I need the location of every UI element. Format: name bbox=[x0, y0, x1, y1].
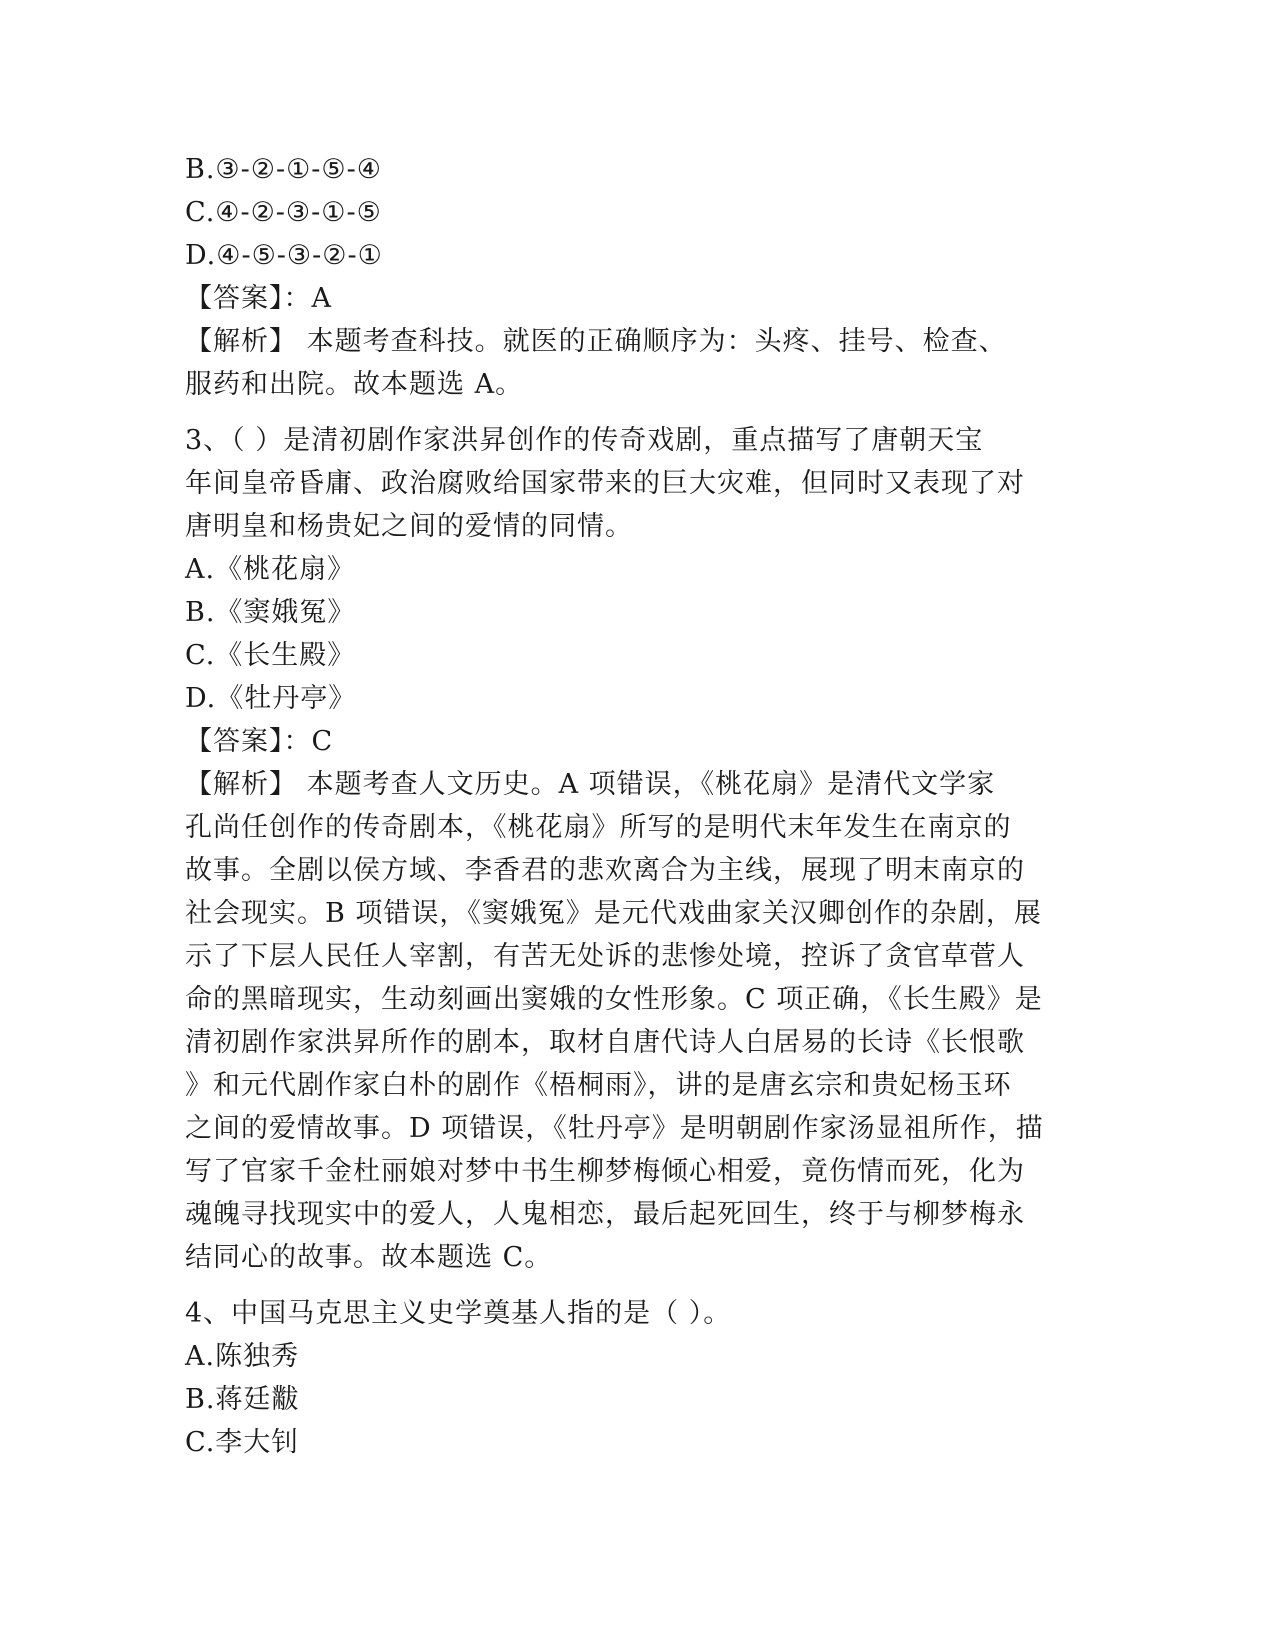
question-2-options bbox=[185, 148, 1085, 277]
analysis-line: 社会现实。B 项错误，《窦娥冤》是元代戏曲家关汉卿创作的杂剧，展 bbox=[185, 898, 1042, 929]
analysis-line: 魂魄寻找现实中的爱人，人鬼相恋，最后起死回生，终于与柳梦梅永 bbox=[185, 1199, 1025, 1230]
option-b: B.蒋廷黻 bbox=[185, 1384, 300, 1415]
option-b: B.③-②-①-⑤-④ bbox=[185, 154, 382, 185]
option-b: B.《窦娥冤》 bbox=[185, 597, 356, 628]
analysis-line: 结同心的故事。故本题选 C。 bbox=[185, 1242, 553, 1273]
question-4-options bbox=[185, 1335, 1085, 1464]
question-2-analysis bbox=[185, 320, 1085, 406]
analysis-line: 服药和出院。故本题选 A。 bbox=[185, 369, 524, 400]
question-2-answer: 【答案】：A bbox=[185, 283, 332, 314]
analysis-line: 故事。全剧以侯方域、李香君的悲欢离合为主线，展现了明末南京的 bbox=[185, 855, 1025, 886]
stem-line: 唐明皇和杨贵妃之间的爱情的同情。 bbox=[185, 511, 633, 542]
option-d: D.《牡丹亭》 bbox=[185, 683, 357, 714]
analysis-line: 写了官家千金杜丽娘对梦中书生柳梦梅倾心相爱，竟伤情而死，化为 bbox=[185, 1156, 1025, 1187]
option-c: C.李大钊 bbox=[185, 1427, 300, 1458]
option-a: A.《桃花扇》 bbox=[185, 554, 356, 585]
option-a: A.陈独秀 bbox=[185, 1341, 300, 1372]
stem-line: 年间皇帝昏庸、政治腐败给国家带来的巨大灾难，但同时又表现了对 bbox=[185, 468, 1025, 499]
stem-line: 3、（ ）是清初剧作家洪昇创作的传奇戏剧，重点描写了唐朝天宝 bbox=[185, 425, 984, 456]
question-3-options bbox=[185, 548, 1085, 720]
analysis-line: 孔尚任创作的传奇剧本，《桃花扇》所写的是明代末年发生在南京的 bbox=[185, 812, 1012, 843]
question-3-answer: 【答案】：C bbox=[185, 726, 334, 757]
option-d: D.④-⑤-③-②-① bbox=[185, 240, 383, 271]
analysis-line: 命的黑暗现实，生动刻画出窦娥的女性形象。C 项正确，《长生殿》是 bbox=[185, 984, 1043, 1015]
exam-page bbox=[185, 148, 1085, 1464]
analysis-line: 示了下层人民任人宰割，有苦无处诉的悲惨处境，控诉了贪官草菅人 bbox=[185, 941, 1025, 972]
analysis-line: 之间的爱情故事。D 项错误，《牡丹亭》是明朝剧作家汤显祖所作，描 bbox=[185, 1113, 1044, 1144]
question-4-stem: 4、中国马克思主义史学奠基人指的是（ ）。 bbox=[185, 1298, 732, 1329]
question-3-analysis bbox=[185, 763, 1085, 1279]
question-3-stem bbox=[185, 419, 1085, 548]
analysis-line: 》和元代剧作家白朴的剧作《梧桐雨》，讲的是唐玄宗和贵妃杨玉环 bbox=[185, 1070, 1012, 1101]
analysis-line: 【解析】 本题考查人文历史。A 项错误，《桃花扇》是清代文学家 bbox=[185, 769, 996, 800]
analysis-line: 清初剧作家洪昇所作的剧本，取材自唐代诗人白居易的长诗《长恨歌 bbox=[185, 1027, 1025, 1058]
option-c: C.④-②-③-①-⑤ bbox=[185, 197, 382, 228]
analysis-line: 【解析】 本题考查科技。就医的正确顺序为：头疼、挂号、检查、 bbox=[185, 326, 1007, 357]
option-c: C.《长生殿》 bbox=[185, 640, 356, 671]
